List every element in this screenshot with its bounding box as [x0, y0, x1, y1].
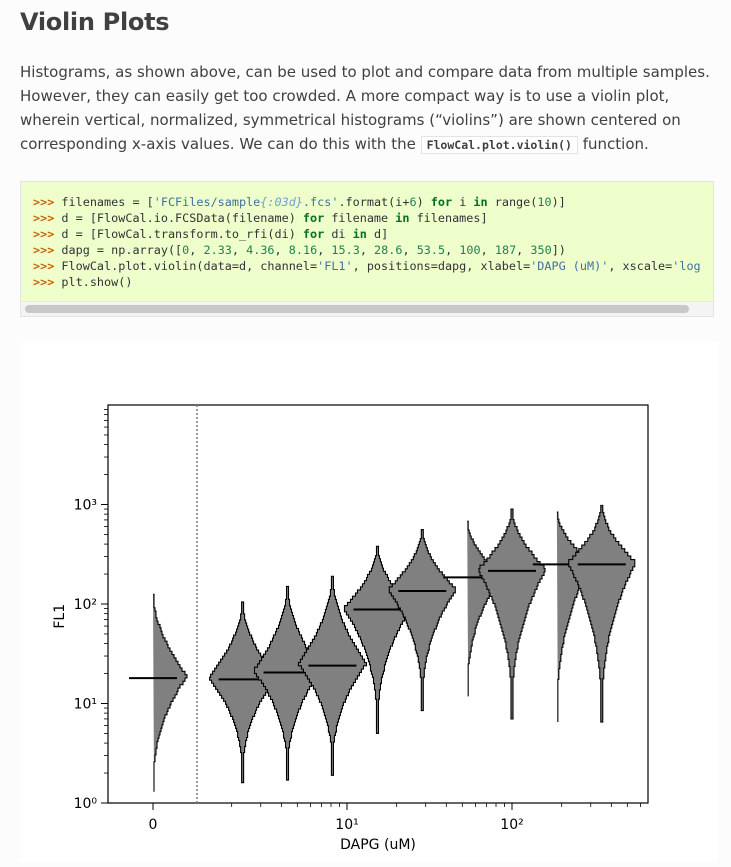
y-tick-label: 10²	[73, 597, 97, 613]
code-line: >>> FlowCal.plot.violin(data=d, channel='FL1', positions=dapg, xlabel='DAPG (uM)', xscale='log	[33, 259, 701, 273]
violin-1	[210, 602, 276, 783]
x-tick-label: 0	[148, 817, 158, 833]
violin-7	[479, 509, 545, 719]
code-line: >>> d = [FlowCal.transform.to_rfi(di) for di in d]	[33, 227, 389, 241]
x-axis-label: DAPG (uM)	[340, 837, 416, 853]
violin-chart	[20, 342, 717, 862]
violin-plot-figure	[20, 342, 717, 862]
paragraph-text: Histograms, as shown above, can be used to plot and compare data from multiple samples. However, they can easily get too crowded. A more compact way is to use a violin plot, wherein vertical, normalized, symmetrical histograms (“violins”) are shown centered on corresponding x-axis values. We can do this with the	[20, 63, 710, 153]
y-axis-label: FL1	[52, 603, 68, 629]
x-tick-label: 10²	[500, 817, 524, 833]
code-line: >>> dapg = np.array([0, 2.33, 4.36, 8.16, 15.3, 28.6, 53.5, 100, 187, 350])	[33, 243, 566, 257]
inline-code: FlowCal.plot.violin()	[421, 136, 578, 154]
violin-9	[569, 505, 635, 722]
y-tick-label: 10⁰	[73, 796, 97, 812]
code-line: >>> d = [FlowCal.io.FCSData(filename) for filename in filenames]	[33, 211, 488, 225]
description-paragraph	[20, 60, 720, 157]
horizontal-scrollbar-thumb[interactable]	[25, 305, 689, 313]
code-block	[20, 181, 714, 317]
x-tick-label: 10¹	[335, 817, 359, 833]
violin-2	[255, 586, 321, 780]
code-line: >>> filenames = ['FCFiles/sample{:03d}.fcs'.format(i+6) for i in range(10)]	[33, 195, 566, 209]
y-tick-label: 10¹	[73, 696, 97, 713]
code-line: >>> plt.show()	[33, 275, 133, 289]
y-tick-label: 10³	[73, 497, 97, 514]
paragraph-text-end: function.	[577, 135, 649, 153]
code-listing	[21, 182, 713, 290]
violin-0	[153, 594, 187, 791]
page-title: Violin Plots	[20, 8, 170, 36]
